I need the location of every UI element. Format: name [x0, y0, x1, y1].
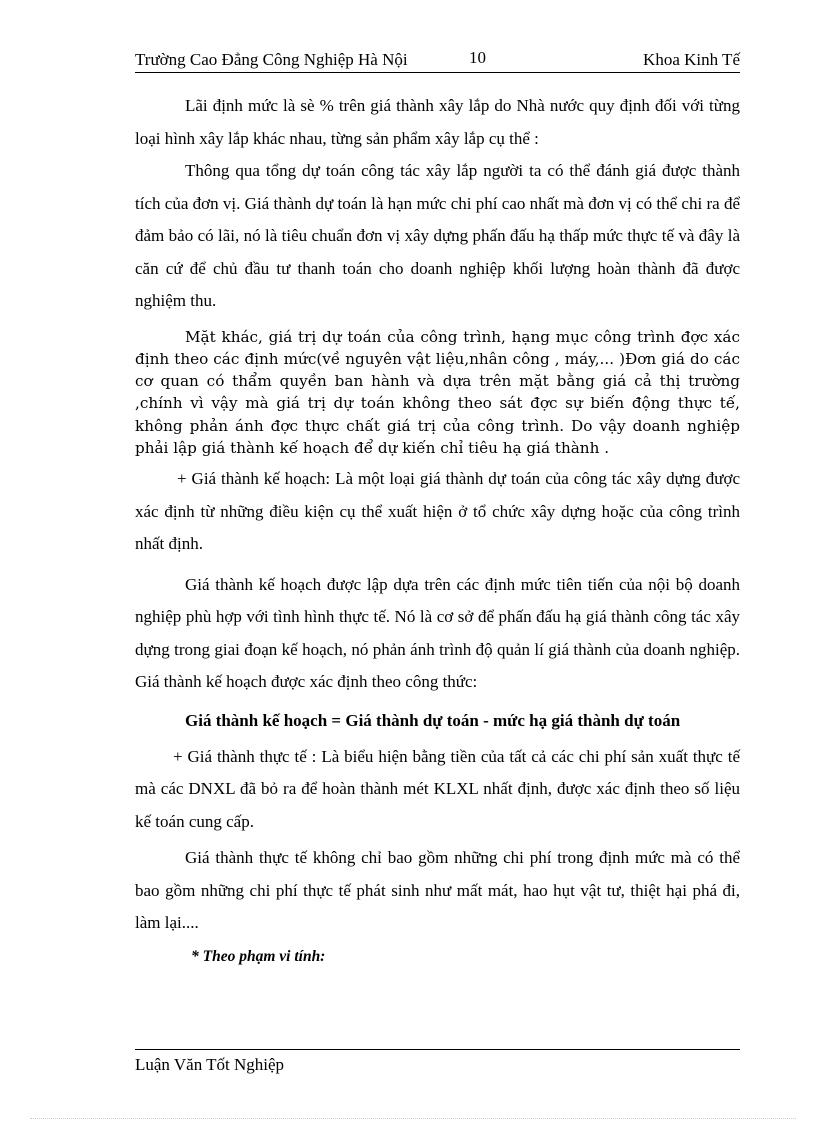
section-heading-scope: * Theo phạm vi tính: [191, 947, 326, 965]
paragraph-actual-cost-detail: Giá thành thực tế không chỉ bao gồm những chi phí trong định mức mà có thể bao gồm những chi phí thực tế phát sinh như mất mát, hao hụt vật tư, thiệt hại phá đi, làm lại.... [135, 848, 740, 933]
paragraph-estimate-value: Mặt khác, giá trị dự toán của công trình, hạng mục công trình đợc xác định theo các định mức(về nguyên vật liệu,nhân công , máy,... )Đơn giá do các cơ quan có thẩm quyền ban hành và dựa trên mặt bằng giá cả thị trường ,chính vì vậy mà giá trị dự toán không theo sát đợc sự biến động thực tế, không phản ánh đợc thực chất giá trị của công trình. Do vậy doanh nghiệp phải lập giá thành kế hoạch để dự kiến chỉ tiêu hạ giá thành . [135, 327, 740, 457]
page-footer: Luận Văn Tốt Nghiệp [135, 1055, 285, 1074]
paragraph-estimate-cost: Thông qua tổng dự toán công tác xây lắp người ta có thể đánh giá được thành tích của đơn vị. Giá thành dự toán là hạn mức chi phí cao nhất mà đơn vị có thể chi ra để đảm bảo có lãi, nó là tiêu chuẩn đơn vị xây dựng phấn đấu hạ thấp mức thực tế và đây là căn cứ để chủ đầu tư thanh toán cho doanh nghiệp khối lượng hoàn thành đã được nghiệm thu. [135, 161, 740, 310]
page-number: 10 [469, 48, 486, 67]
faculty-name: Khoa Kinh Tế [643, 50, 740, 69]
paragraph-planned-cost-detail: Giá thành kế hoạch được lập dựa trên các định mức tiên tiến của nội bộ doanh nghiệp phù hợp với tình hình thực tế. Nó là cơ sở để phấn đấu hạ giá thành công tác xây dựng trong giai đoạn kế hoạch, nó phản ánh trình độ quản lí giá thành của doanh nghiệp. Giá thành kế hoạch được xác định theo công thức: [135, 574, 740, 692]
school-name: Trường Cao Đẳng Công Nghiệp Hà Nội [135, 50, 408, 69]
planned-cost-formula: Giá thành kế hoạch = Giá thành dự toán - mức hạ giá thành dự toán [185, 710, 681, 730]
page-header [135, 48, 740, 73]
footer-divider [135, 1049, 740, 1050]
paragraph-planned-cost: + Giá thành kế hoạch: Là một loại giá thành dự toán của công tác xây dựng được xác định từ những điều kiện cụ thể xuất hiện ở tổ chức xây dựng hoặc của công trình nhất định. [135, 469, 740, 554]
document-body [135, 90, 740, 966]
page-bottom-border [30, 1118, 796, 1119]
paragraph-profit-norm: Lãi định mức là sè % trên giá thành xây lắp do Nhà nước quy định đối với từng loại hình xây lắp khác nhau, từng sản phẩm xây lắp cụ thể : [135, 96, 740, 148]
paragraph-actual-cost: + Giá thành thực tế : Là biểu hiện bằng tiền của tất cả các chi phí sản xuất thực tế mà các DNXL đã bỏ ra để hoàn thành mét KLXL nhất định, được xác định theo số liệu kế toán cung cấp. [135, 746, 740, 831]
